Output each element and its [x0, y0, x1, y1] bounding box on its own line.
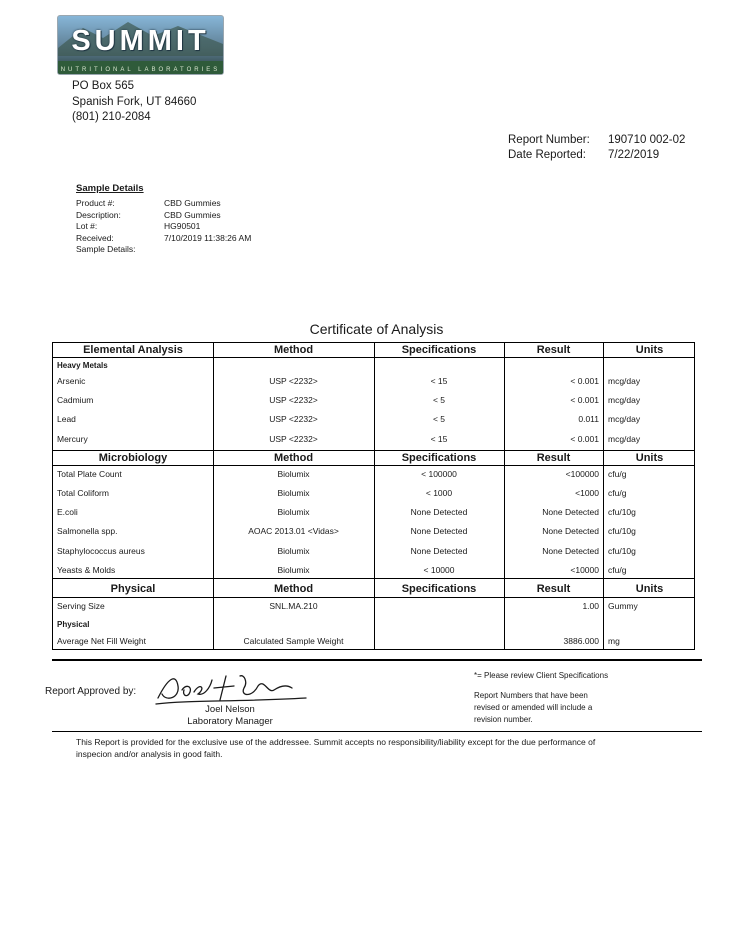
table-row-result: < 0.001: [570, 395, 599, 405]
approver-name: Joel Nelson: [205, 704, 255, 715]
signature-image: [148, 668, 313, 708]
table-row-units: mcg/day: [608, 395, 641, 405]
logo-wordmark: SUMMIT: [71, 25, 210, 57]
table-row-result: <10000: [570, 565, 599, 575]
table-row-result: None Detected: [542, 546, 599, 556]
table-row-method: Biolumix: [277, 507, 310, 517]
company-logo: [57, 15, 224, 75]
sample-label: Description:: [76, 210, 121, 220]
certificate-title: Certificate of Analysis: [309, 321, 444, 337]
table-row-units: mcg/day: [608, 434, 641, 444]
col-header-method: Method: [273, 452, 314, 464]
col-header-spec: Specifications: [401, 344, 477, 356]
sample-value: CBD Gummies: [164, 198, 221, 208]
row-divider: [53, 450, 694, 451]
table-row-result: None Detected: [542, 507, 599, 517]
row-divider: [53, 357, 694, 358]
row-divider: [53, 465, 694, 466]
divider-line: [52, 659, 702, 661]
table-row-analyte: Cadmium: [57, 395, 94, 405]
table-row-units: cfu/g: [608, 469, 627, 479]
col-header-method: Method: [273, 583, 314, 595]
col-header-result: Result: [536, 452, 571, 464]
divider-line: [52, 731, 702, 732]
table-row-result: < 0.001: [570, 376, 599, 386]
table-row-result: 1.00: [582, 601, 599, 611]
table-row-method: USP <2232>: [269, 376, 318, 386]
table-row-units: Gummy: [608, 601, 638, 611]
revision-note-line: revision number.: [474, 715, 533, 724]
col-header-result: Result: [536, 344, 571, 356]
col-header-units: Units: [635, 344, 664, 356]
col-header-result: Result: [536, 583, 571, 595]
section-header-elemental: Elemental Analysis: [83, 344, 183, 356]
table-row-spec: < 15: [430, 434, 448, 444]
sample-label: Lot #:: [76, 221, 98, 231]
table-row-spec: < 15: [430, 376, 448, 386]
table-row-method: Biolumix: [277, 546, 310, 556]
approver-title: Laboratory Manager: [187, 716, 273, 727]
revision-note-line: Report Numbers that have been: [474, 691, 588, 700]
sample-details-title: Sample Details: [76, 183, 144, 194]
table-row-spec: < 5: [432, 414, 446, 424]
report-number: 190710 002-02: [608, 134, 686, 146]
disclaimer-line: inspecion and/or analysis in good faith.: [76, 749, 223, 759]
approved-by-label: Report Approved by:: [45, 686, 137, 697]
col-header-method: Method: [273, 344, 314, 356]
results-table: [52, 342, 695, 650]
sample-value: CBD Gummies: [164, 210, 221, 220]
table-row-method: Calculated Sample Weight: [243, 636, 344, 646]
table-row-method: USP <2232>: [269, 434, 318, 444]
table-row-units: cfu/10g: [608, 507, 636, 517]
col-header-spec: Specifications: [401, 583, 477, 595]
sample-value: HG90501: [164, 221, 201, 231]
table-row-method: USP <2232>: [269, 395, 318, 405]
table-row-spec: < 5: [432, 395, 446, 405]
table-row-analyte: Arsenic: [57, 376, 86, 386]
date-reported: 7/22/2019: [608, 149, 660, 161]
disclaimer-line: This Report is provided for the exclusive use of the addressee. Summit accepts no responsibility/liability except for the due performance of: [76, 737, 596, 747]
table-row-spec: None Detected: [410, 507, 468, 517]
subheader-heavy-metals: Heavy Metals: [57, 361, 108, 370]
table-row-result: <100000: [565, 469, 599, 479]
table-row-result: 3886.000: [563, 636, 599, 646]
table-row-analyte: Salmonella spp.: [57, 526, 118, 536]
table-row-analyte: Lead: [57, 414, 76, 424]
table-row-analyte: Mercury: [57, 434, 88, 444]
table-row-result: None Detected: [542, 526, 599, 536]
table-row-units: mg: [608, 636, 620, 646]
subheader-physical: Physical: [57, 620, 90, 629]
report-number-label: Report Number:: [508, 134, 590, 146]
sample-value: 7/10/2019 11:38:26 AM: [164, 233, 252, 243]
row-divider: [53, 578, 694, 579]
table-row-analyte: Average Net Fill Weight: [57, 636, 146, 646]
table-row-units: cfu/g: [608, 488, 627, 498]
table-row-method: AOAC 2013.01 <Vidas>: [248, 526, 339, 536]
logo-tagline: NUTRITIONAL LABORATORIES: [60, 67, 221, 73]
revision-note-line: revised or amended will include a: [474, 703, 593, 712]
table-row-spec: None Detected: [410, 546, 468, 556]
table-row-units: cfu/10g: [608, 546, 636, 556]
table-row-spec: < 1000: [425, 488, 453, 498]
table-row-spec: < 100000: [421, 469, 457, 479]
table-row-result: < 0.001: [570, 434, 599, 444]
table-row-result: 0.011: [578, 414, 599, 424]
section-header-microbiology: Microbiology: [98, 452, 168, 464]
table-row-result: <1000: [575, 488, 599, 498]
address-line1: PO Box 565: [72, 80, 135, 92]
table-row-units: cfu/g: [608, 565, 627, 575]
table-row-units: cfu/10g: [608, 526, 636, 536]
section-header-physical: Physical: [110, 583, 156, 595]
table-row-method: SNL.MA.210: [269, 601, 318, 611]
col-header-units: Units: [635, 452, 664, 464]
row-divider: [53, 597, 694, 598]
col-header-units: Units: [635, 583, 664, 595]
table-row-units: mcg/day: [608, 414, 641, 424]
table-row-units: mcg/day: [608, 376, 641, 386]
table-row-analyte: Total Coliform: [57, 488, 109, 498]
column-divider: [603, 343, 604, 649]
table-row-method: Biolumix: [277, 565, 310, 575]
table-row-method: Biolumix: [277, 488, 310, 498]
table-row-method: Biolumix: [277, 469, 310, 479]
table-row-analyte: Total Plate Count: [57, 469, 122, 479]
table-row-analyte: Serving Size: [57, 601, 105, 611]
table-row-analyte: Yeasts & Molds: [57, 565, 116, 575]
col-header-spec: Specifications: [401, 452, 477, 464]
address-phone: (801) 210-2084: [72, 111, 151, 123]
sample-label: Sample Details:: [76, 244, 136, 254]
date-reported-label: Date Reported:: [508, 149, 586, 161]
table-row-method: USP <2232>: [269, 414, 318, 424]
address-line2: Spanish Fork, UT 84660: [72, 96, 197, 108]
table-row-spec: < 10000: [423, 565, 455, 575]
client-spec-note: *= Please review Client Specifications: [474, 671, 609, 680]
sample-label: Received:: [76, 233, 114, 243]
table-row-analyte: Staphylococcus aureus: [57, 546, 145, 556]
sample-label: Product #:: [76, 198, 115, 208]
table-row-analyte: E.coli: [57, 507, 78, 517]
table-row-spec: None Detected: [410, 526, 468, 536]
